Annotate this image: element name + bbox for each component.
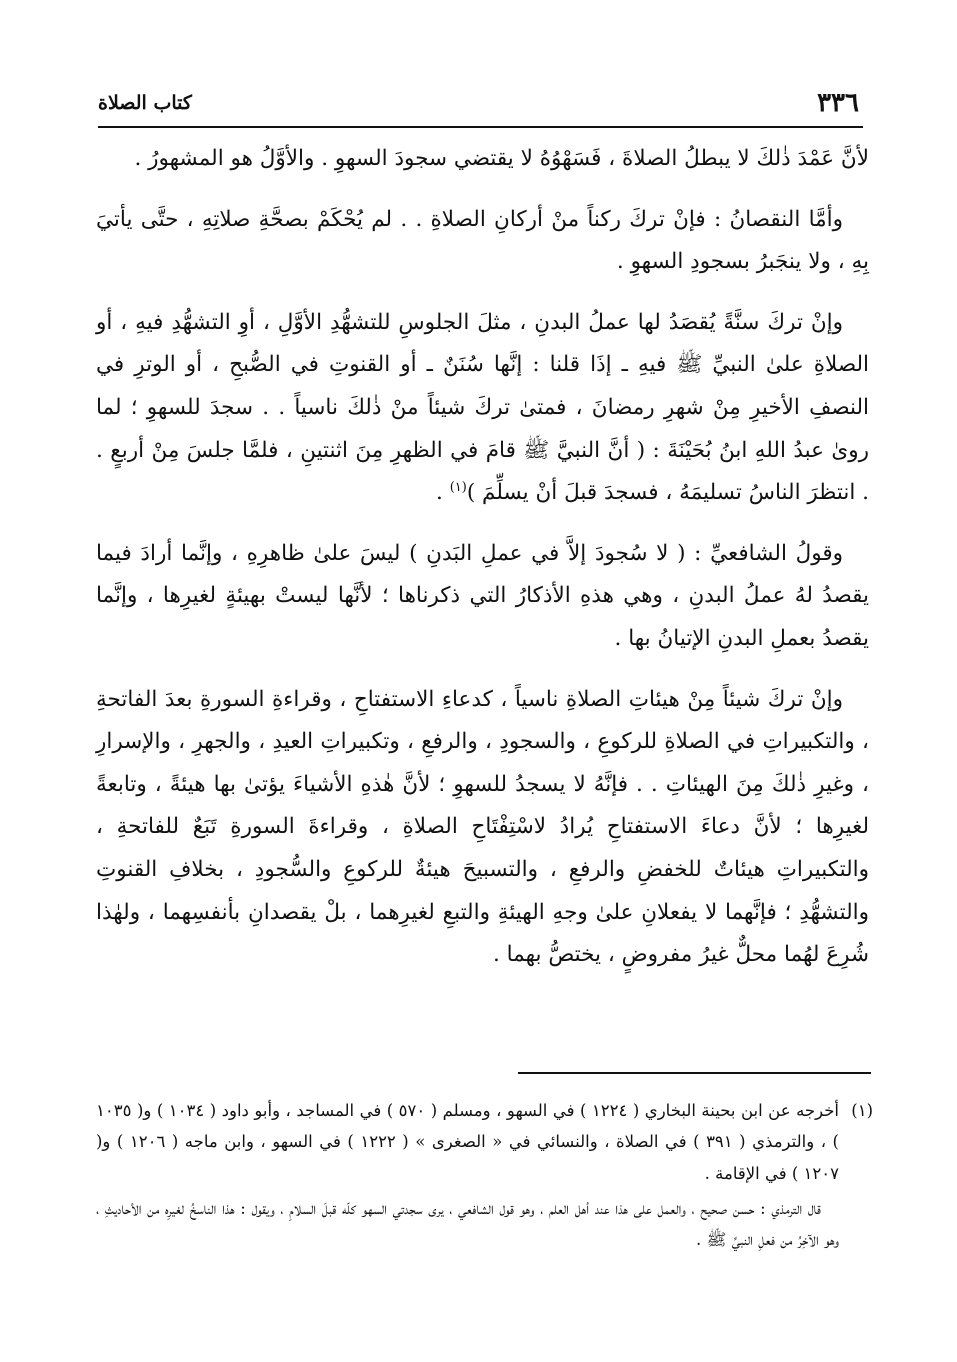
page-number: ٣٣٦ [817, 88, 859, 118]
paragraph: وإنْ تركَ شيئاً مِنْ هيئاتِ الصلاةِ ناسياً ، كدعاءِ الاستفتاحِ ، وقراءةِ السورةِ بعدَ الفاتحةِ ، والتكبيراتِ في الصلاةِ للركوعِ ، والسجودِ ، والرفعِ ، وتكبيراتِ العيدِ ، والجهرِ ، والإسرارِ ، وغيرِ ذٰلكَ مِنَ الهيئاتِ . . فإنَّهُ لا يسجدُ للسهوِ ؛ لأنَّ هٰذهِ الأشياءَ يؤتىٰ بها هيئةً ، وتابعةً لغيرِها ؛ لأنَّ دعاءَ الاستفتاحِ يُرادُ لاسْتِفْتَاحِ الصلاةِ ، وقراءةَ السورةِ تَبَعٌ للفاتحةِ ، والتكبيراتِ هيئاتٌ للخفضِ والرفعِ ، والتسبيحَ هيئةٌ للركوعِ والسُّجودِ ، بخلافِ القنوتِ والتشهُّدِ ؛ فإنَّهما لا يفعلانِ علىٰ وجهِ الهيئةِ والتبعِ لغيرِهما ، بلْ يقصدانِ بأنفسِهما ، ولهٰذا شُرِعَ لهُما محلٌّ غيرُ مفروضٍ ، يختصُّ بهما . [96, 686, 870, 968]
footnote-body [96, 1095, 839, 1255]
paragraph [96, 302, 869, 515]
footnotes [96, 1095, 873, 1255]
paragraph-text: وإنْ تركَ سنَّةً يُقصَدُ لها عملُ البدنِ ، مثلَ الجلوسِ للتشهُّدِ الأوَّلِ ، أوِ التشهُّدِ فيهِ ، أو الصلاةِ علىٰ النبيِّ ﷺ فيهِ ـ إذَا قلنا : إنَّها سُنَنٌ ـ أو القنوتِ في الصُّبحِ ، أو الوترِ في النصفِ الأخيرِ مِنْ شهرِ رمضانَ ، فمتىٰ تركَ شيئاً منْ ذٰلكَ ناسياً . . سجدَ للسهوِ ؛ لما روىٰ عبدُ اللهِ ابنُ بُحَيْنَةَ : ( أنَّ النبيَّ ﷺ قامَ في الظهرِ مِنَ اثنتينِ ، فلمَّا جلسَ مِنْ أربعٍ . . انتظرَ الناسُ تسليمَهُ ، فسجدَ قبلَ أنْ يسلِّمَ ) [96, 309, 869, 506]
main-text [96, 138, 869, 995]
footnote-reference[interactable]: (١) [449, 480, 467, 495]
paragraph: وأمَّا النقصانُ : فإنْ تركَ ركناً منْ أركانِ الصلاةِ . . لم يُحْكَمْ بصحَّةِ صلاتِهِ ، حتَّى يأتيَ بِهِ ، ولا ينجَبرُ بسجودِ السهوِ . [96, 206, 869, 275]
footnote-text: أخرجه عن ابن بحينة البخاري ( ١٢٢٤ ) في السهو ، ومسلم ( ٥٧٠ ) في المساجد ، وأبو داود ( ١٠٣٤ ) و( ١٠٣٥ ) ، والترمذي ( ٣٩١ ) في الصلاة ، والنسائي في « الصغرى » ( ١٢٢٢ ) في السهو ، وابن ماجه ( ١٢٠٦ ) و( ١٢٠٧ ) في الإقامة . [96, 1101, 840, 1183]
footnote-marker: (١) [851, 1101, 873, 1120]
running-title: كتاب الصلاة [98, 92, 192, 114]
paragraph: لأنَّ عَمْدَ ذٰلكَ لا يبطلُ الصلاةَ ، فَسَهْوُهُ لا يقتضي سجودَ السهوِ . والأوَّلُ هو المشهورُ . [134, 146, 869, 171]
paragraph-end: . [436, 480, 450, 506]
paragraph: وقولُ الشافعيِّ : ( لا سُجودَ إلاَّ في عملِ البَدنِ ) ليسَ علىٰ ظاهرِهِ ، وإنَّما أرادَ فيما يقصدُ لهُ عملُ البدنِ ، وهي هذهِ الأذكارُ التي ذكرناها ؛ لأنَّها ليستْ بهيئةٍ لغيرِها ، وإنَّما يقصدُ بعملِ البدنِ الإتيانُ بها . [96, 540, 869, 651]
footnote [96, 1095, 873, 1255]
header-rule [98, 126, 863, 128]
page-header [98, 86, 859, 120]
footnote-text: قال الترمذي : حسن صحيح ، والعمل على هذا عند أهل العلم ، وهو قول الشافعي ، يرى سجدتي السهو كلّه قبلَ السلامِ ، ويقول : هذا الناسخُ لغيرِه من الأحاديثِ ، وهو الآخِرُ من فعلِ النبيِّ ﷺ . [96, 1198, 839, 1250]
footnote-separator [518, 1072, 871, 1074]
